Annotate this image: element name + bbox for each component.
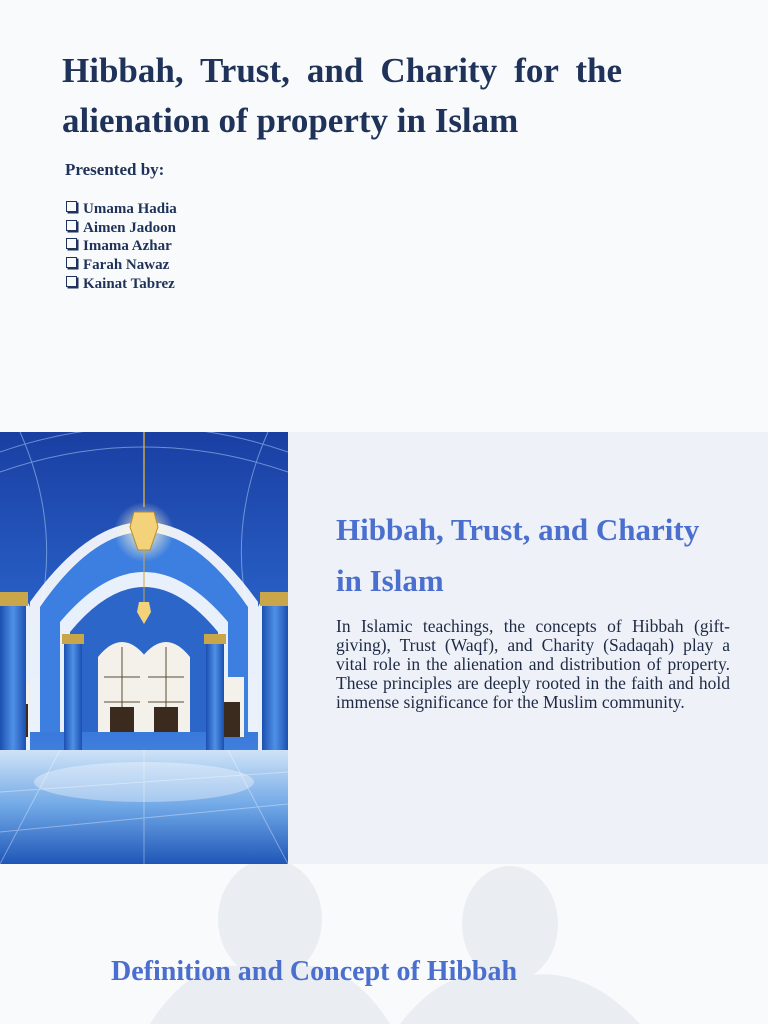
checkbox-bullet-icon: [66, 201, 77, 212]
presenter-list: [66, 200, 177, 294]
presenter-name: Kainat Tabrez: [83, 276, 175, 293]
checkbox-bullet-icon: [66, 276, 77, 287]
presented-by-label: Presented by:: [65, 160, 165, 179]
section-heading: Hibbah, Trust, and Charity in Islam: [336, 512, 700, 598]
presenter-item: [66, 275, 177, 294]
presenter-name: Umama Hadia: [83, 200, 177, 217]
presenter-name: Aimen Jadoon: [83, 219, 176, 236]
intro-slide: [0, 432, 768, 864]
mosque-interior-image: [0, 432, 288, 864]
presenter-name: Imama Azhar: [83, 238, 172, 255]
presenter-item: [66, 200, 177, 219]
presenter-item: [66, 219, 177, 238]
checkbox-bullet-icon: [66, 220, 77, 231]
presenter-name: Farah Nawaz: [83, 257, 170, 274]
presentation-title: Hibbah, Trust, and Charity for the alienation of property in Islam: [62, 51, 622, 140]
checkbox-bullet-icon: [66, 257, 77, 268]
presenter-item: [66, 238, 177, 257]
faded-background-image: [0, 864, 768, 1024]
presenter-item: [66, 256, 177, 275]
definition-slide: [0, 864, 768, 1024]
section-body-text: In Islamic teachings, the concepts of Hibbah (gift-giving), Trust (Waqf), and Charity (Sadaqah) play a vital role in the alienation and distribution of property. These principles are deeply rooted in the faith and hold immense significance for the Muslim community.: [336, 616, 730, 712]
title-slide: [0, 0, 768, 432]
checkbox-bullet-icon: [66, 238, 77, 249]
section-heading: Definition and Concept of Hibbah: [111, 956, 518, 987]
